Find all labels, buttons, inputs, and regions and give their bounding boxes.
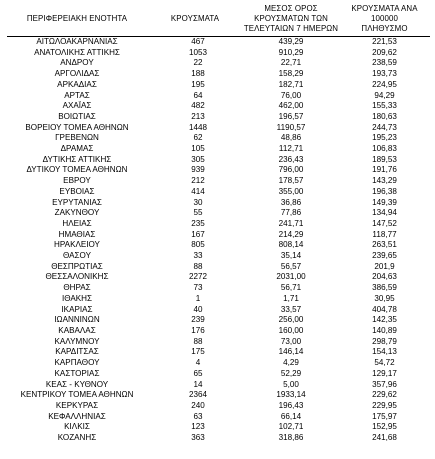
average-cell: 439,29	[278, 37, 304, 46]
per-100k-cell: 298,79	[372, 336, 397, 346]
cases-cell: 414	[191, 186, 205, 196]
average-cell: 236,43	[278, 154, 304, 164]
table-row	[7, 240, 430, 251]
average-cell: 5,00	[283, 379, 299, 389]
table-row	[7, 58, 430, 69]
table-header	[7, 2, 430, 37]
header-cases-per-100k	[339, 2, 430, 37]
average-cell: 462,00	[278, 101, 304, 111]
table-row	[7, 155, 430, 166]
region-cell: ΘΕΣΠΡΩΤΙΑΣ	[51, 261, 103, 271]
cases-cell: 55	[193, 208, 203, 218]
region-cell: ΗΛΕΙΑΣ	[62, 218, 92, 228]
region-cell: ΚΑΛΥΜΝΟΥ	[54, 336, 100, 346]
per-100k-cell: 229,95	[372, 400, 397, 410]
table-row	[7, 337, 430, 348]
per-100k-cell: 155,33	[372, 101, 397, 111]
table-row	[7, 230, 430, 241]
per-100k-cell: 241,68	[372, 433, 397, 443]
per-100k-cell: 154,13	[372, 347, 397, 357]
region-cell: ΒΟΙΩΤΙΑΣ	[58, 111, 96, 121]
region-cell: ΑΡΚΑΔΙΑΣ	[57, 79, 97, 89]
cases-cell: 73	[193, 283, 203, 293]
table-row	[7, 251, 430, 262]
table-row	[7, 101, 430, 112]
table-row	[7, 347, 430, 358]
per-100k-cell: 140,89	[372, 325, 397, 335]
table-row	[7, 358, 430, 369]
header-cases-per-100k-line-2: ΠΛΗΘΥΣΜΟ	[361, 24, 408, 33]
table-row	[7, 294, 430, 305]
cases-cell: 176	[191, 325, 205, 335]
header-7day-average-line-3: ΤΕΛΕΥΤΑΙΩΝ 7 ΗΜΕΡΩΝ	[243, 24, 339, 33]
average-cell: 146,14	[278, 347, 304, 357]
per-100k-cell: 118,77	[372, 229, 397, 239]
average-cell: 355,00	[278, 186, 304, 196]
region-cell: ΑΝΔΡΟΥ	[60, 58, 94, 68]
region-cell: ΙΩΑΝΝΙΝΩΝ	[54, 315, 100, 325]
per-100k-cell: 201,9	[374, 261, 395, 271]
per-100k-cell: 244,73	[372, 122, 397, 132]
per-100k-cell: 149,39	[372, 197, 397, 207]
table-row	[7, 305, 430, 316]
table-row	[7, 133, 430, 144]
cases-cell: 14	[193, 379, 203, 389]
per-100k-cell: 30,95	[374, 293, 395, 303]
cases-cell: 33	[193, 251, 203, 261]
region-cell: ΙΘΑΚΗΣ	[61, 293, 93, 303]
per-100k-cell: 204,63	[372, 272, 397, 282]
average-cell: 2031,00	[276, 272, 306, 282]
cases-cell: 4	[195, 358, 201, 368]
average-cell: 1933,14	[276, 390, 306, 400]
average-cell: 102,71	[278, 422, 304, 432]
per-100k-cell: 386,59	[372, 283, 397, 293]
table-row	[7, 144, 430, 155]
region-cell: ΚΕΝΤΡΙΚΟΥ ΤΟΜΕΑ ΑΘΗΝΩΝ	[20, 390, 134, 400]
per-100k-cell: 189,53	[372, 154, 397, 164]
average-cell: 196,57	[278, 111, 304, 121]
average-cell: 158,29	[278, 69, 304, 79]
per-100k-cell: 221,53	[372, 37, 397, 46]
per-100k-cell: 404,78	[372, 304, 397, 314]
cases-cell: 305	[191, 154, 205, 164]
cases-cell: 123	[191, 422, 205, 432]
table-row	[7, 272, 430, 283]
region-cell: ΕΥΒΟΙΑΣ	[59, 186, 95, 196]
average-cell: 77,86	[280, 208, 302, 218]
region-cell: ΙΚΑΡΙΑΣ	[61, 304, 93, 314]
average-cell: 52,29	[280, 368, 302, 378]
per-100k-cell: 195,23	[372, 133, 397, 143]
region-cell: ΚΑΣΤΟΡΙΑΣ	[54, 368, 100, 378]
region-cell: ΚΕΡΚΥΡΑΣ	[55, 400, 99, 410]
table-row	[7, 69, 430, 80]
per-100k-cell: 239,65	[372, 251, 397, 261]
cases-cell: 63	[193, 411, 203, 421]
region-cell: ΑΡΤΑΣ	[64, 90, 90, 100]
average-cell: 178,57	[278, 176, 304, 186]
cases-cell: 212	[191, 176, 205, 186]
region-cell: ΖΑΚΥΝΘΟΥ	[54, 208, 100, 218]
average-cell: 33,57	[280, 304, 302, 314]
table-row	[7, 48, 430, 59]
table-row	[7, 112, 430, 123]
table-row	[7, 369, 430, 380]
cases-cell: 88	[193, 336, 203, 346]
table-row	[7, 262, 430, 273]
table-row	[7, 283, 430, 294]
per-100k-cell: 224,95	[372, 79, 397, 89]
table-row	[7, 401, 430, 412]
table-row	[7, 80, 430, 91]
average-cell: 1190,57	[276, 122, 306, 132]
average-cell: 808,14	[278, 240, 304, 250]
per-100k-cell: 94,29	[374, 90, 395, 100]
table-row	[7, 390, 430, 401]
per-100k-cell: 229,62	[372, 390, 397, 400]
header-cases-per-100k-line-1: ΚΡΟΥΣΜΑΤΑ ΑΝΑ 100000	[351, 4, 418, 23]
cases-table	[7, 2, 430, 444]
cases-cell: 1	[195, 293, 201, 303]
region-cell: ΔΡΑΜΑΣ	[60, 144, 94, 154]
region-cell: ΘΗΡΑΣ	[63, 283, 91, 293]
per-100k-cell: 175,97	[372, 411, 397, 421]
per-100k-cell: 143,29	[372, 176, 397, 186]
cases-cell: 1053	[188, 47, 207, 57]
region-cell: ΗΜΑΘΙΑΣ	[58, 229, 96, 239]
average-cell: 256,00	[278, 315, 304, 325]
table-row	[7, 208, 430, 219]
cases-cell: 105	[191, 144, 205, 154]
region-cell: ΕΒΡΟΥ	[63, 176, 91, 186]
average-cell: 48,86	[280, 133, 302, 143]
header-region	[7, 2, 147, 37]
region-cell: ΚΟΖΑΝΗΣ	[57, 433, 97, 443]
per-100k-cell: 357,96	[372, 379, 397, 389]
region-cell: ΑΝΑΤΟΛΙΚΗΣ ΑΤΤΙΚΗΣ	[34, 47, 120, 57]
per-100k-cell: 106,83	[372, 144, 397, 154]
cases-cell: 65	[193, 368, 203, 378]
table-row	[7, 198, 430, 209]
region-cell: ΓΡΕΒΕΝΩΝ	[55, 133, 99, 143]
cases-cell: 175	[191, 347, 205, 357]
table-row	[7, 326, 430, 337]
average-cell: 22,71	[280, 58, 302, 68]
average-cell: 196,43	[278, 400, 304, 410]
table-row	[7, 176, 430, 187]
cases-cell: 939	[191, 165, 205, 175]
table-row	[7, 412, 430, 423]
region-cell: ΚΑΡΠΑΘΟΥ	[54, 358, 100, 368]
per-100k-cell: 191,76	[372, 165, 397, 175]
cases-cell: 240	[191, 400, 205, 410]
region-cell: ΚΑΒΑΛΑΣ	[58, 325, 96, 335]
average-cell: 73,00	[280, 336, 302, 346]
cases-cell: 167	[191, 229, 205, 239]
cases-cell: 2364	[188, 390, 207, 400]
cases-cell: 22	[193, 58, 203, 68]
cases-cell: 235	[191, 218, 205, 228]
region-cell: ΑΡΓΟΛΙΔΑΣ	[54, 69, 100, 79]
average-cell: 112,71	[278, 144, 304, 154]
per-100k-cell: 180,63	[372, 111, 397, 121]
region-cell: ΚΕΦΑΛΛΗΝΙΑΣ	[48, 411, 106, 421]
per-100k-cell: 196,38	[372, 186, 397, 196]
per-100k-cell: 142,35	[372, 315, 397, 325]
cases-cell: 467	[191, 37, 205, 46]
header-cases-label: ΚΡΟΥΣΜΑΤΑ	[170, 14, 220, 23]
region-cell: ΚΕΑΣ - ΚΥΘΝΟΥ	[45, 379, 109, 389]
average-cell: 910,29	[278, 47, 304, 57]
region-cell: ΚΑΡΔΙΤΣΑΣ	[55, 347, 99, 357]
header-7day-average-line-1: ΜΕΣΟΣ ΟΡΟΣ	[264, 4, 318, 13]
table-row	[7, 91, 430, 102]
region-cell: ΔΥΤΙΚΗΣ ΑΤΤΙΚΗΣ	[42, 154, 112, 164]
average-cell: 56,57	[280, 261, 302, 271]
region-cell: ΚΙΛΚΙΣ	[64, 422, 90, 432]
region-cell: ΘΕΣΣΑΛΟΝΙΚΗΣ	[45, 272, 109, 282]
per-100k-cell: 54,72	[374, 358, 395, 368]
average-cell: 160,00	[278, 325, 304, 335]
table-row	[7, 187, 430, 198]
region-cell: ΘΑΣΟΥ	[63, 251, 91, 261]
header-7day-average-line-2: ΚΡΟΥΣΜΑΤΩΝ ΤΩΝ	[254, 14, 328, 23]
region-cell: ΑΧΑΪΑΣ	[62, 101, 92, 111]
cases-cell: 88	[193, 261, 203, 271]
table-row	[7, 433, 430, 444]
cases-cell: 64	[193, 90, 203, 100]
cases-cell: 482	[191, 101, 205, 111]
cases-cell: 62	[193, 133, 203, 143]
average-cell: 796,00	[278, 165, 304, 175]
cases-cell: 188	[191, 69, 205, 79]
table-row	[7, 123, 430, 134]
cases-cell: 363	[191, 433, 205, 443]
cases-cell: 40	[193, 304, 203, 314]
table-row	[7, 422, 430, 433]
average-cell: 241,71	[278, 218, 304, 228]
per-100k-cell: 263,51	[372, 240, 397, 250]
average-cell: 76,00	[280, 90, 302, 100]
cases-cell: 213	[191, 111, 205, 121]
average-cell: 214,29	[278, 229, 304, 239]
average-cell: 66,14	[280, 411, 302, 421]
table-row	[7, 37, 430, 48]
cases-cell: 239	[191, 315, 205, 325]
cases-cell: 195	[191, 79, 205, 89]
per-100k-cell: 238,59	[372, 58, 397, 68]
per-100k-cell: 209,62	[372, 47, 397, 57]
per-100k-cell: 134,94	[372, 208, 397, 218]
table-body	[7, 37, 430, 444]
table-row	[7, 315, 430, 326]
cases-cell: 2272	[188, 272, 207, 282]
header-cases	[147, 2, 243, 37]
per-100k-cell: 147,52	[372, 218, 397, 228]
table-row	[7, 219, 430, 230]
cases-cell: 1448	[188, 122, 207, 132]
average-cell: 1,71	[283, 293, 299, 303]
average-cell: 36,86	[280, 197, 302, 207]
region-cell: ΒΟΡΕΙΟΥ ΤΟΜΕΑ ΑΘΗΝΩΝ	[25, 122, 129, 132]
region-cell: ΕΥΡΥΤΑΝΙΑΣ	[52, 197, 102, 207]
cases-cell: 805	[191, 240, 205, 250]
average-cell: 182,71	[278, 79, 304, 89]
region-cell: ΑΙΤΩΛΟΑΚΑΡΝΑΝΙΑΣ	[36, 37, 118, 46]
header-region-label: ΠΕΡΙΦΕΡΕΙΑΚΗ ΕΝΟΤΗΤΑ	[26, 14, 128, 23]
per-100k-cell: 129,17	[372, 368, 397, 378]
per-100k-cell: 152,95	[372, 422, 397, 432]
table-row	[7, 165, 430, 176]
average-cell: 318,86	[278, 433, 304, 443]
cases-cell: 30	[193, 197, 203, 207]
average-cell: 4,29	[283, 358, 299, 368]
average-cell: 56,71	[280, 283, 302, 293]
per-100k-cell: 193,73	[372, 69, 397, 79]
region-cell: ΗΡΑΚΛΕΙΟΥ	[54, 240, 100, 250]
header-row	[7, 2, 430, 37]
table-row	[7, 380, 430, 391]
average-cell: 35,14	[280, 251, 302, 261]
region-cell: ΔΥΤΙΚΟΥ ΤΟΜΕΑ ΑΘΗΝΩΝ	[26, 165, 128, 175]
header-7day-average	[243, 2, 339, 37]
